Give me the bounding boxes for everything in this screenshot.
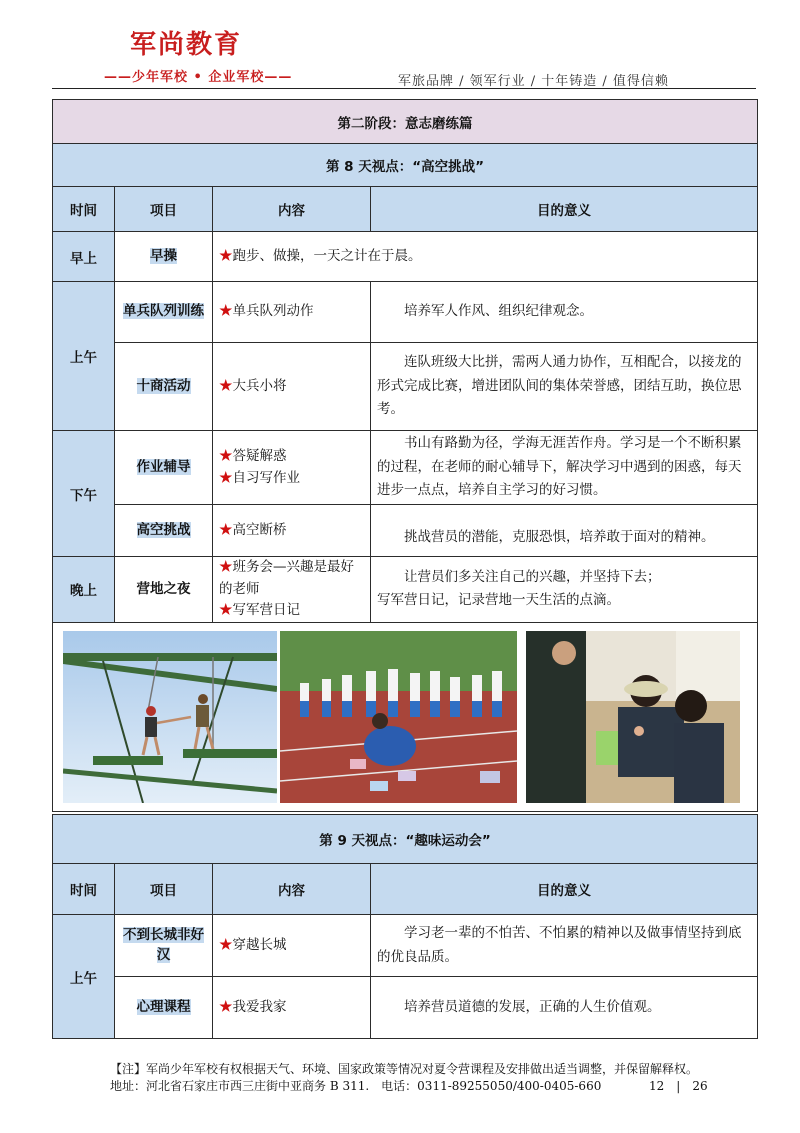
column-header-row <box>53 187 758 232</box>
table-row <box>53 431 758 505</box>
star-icon: ★ <box>219 469 233 486</box>
content-cell: ★班务会—兴趣是最好的老师 ★写军营日记 <box>213 557 371 623</box>
time-cell: 上午 <box>53 915 115 1039</box>
day8-title: 第 8 天视点：“高空挑战” <box>53 144 758 187</box>
table-row <box>53 343 758 431</box>
item-cell: 心理课程 <box>115 977 213 1039</box>
homework-tutoring-photo <box>526 631 740 803</box>
col-content: 内容 <box>213 187 371 232</box>
star-icon: ★ <box>219 998 233 1015</box>
content-cell: ★穿越长城 <box>213 915 371 977</box>
table-row <box>53 557 758 623</box>
table-row <box>53 282 758 343</box>
star-icon: ★ <box>219 377 233 394</box>
purpose-cell: 培养军人作风、组织纪律观念。 <box>371 282 758 343</box>
page-number: 12 | 26 <box>649 1079 708 1093</box>
sports-field-photo <box>280 631 517 803</box>
purpose-cell: 挑战营员的潜能，克服恐惧，培养敢于面对的精神。 <box>371 505 758 557</box>
brand-logo-text: 军尚教育 <box>130 30 243 60</box>
star-icon: ★ <box>219 303 233 320</box>
time-cell: 下午 <box>53 431 115 557</box>
footer-address: 地址：河北省石家庄市西三庄街中亚商务 B 311. 电话：0311-89255050/400-0405-660 <box>110 1079 602 1093</box>
item-cell: 早操 <box>115 232 213 282</box>
table-row <box>53 505 758 557</box>
stage-title: 第二阶段：意志磨练篇 <box>53 100 758 144</box>
photo-row <box>53 622 758 811</box>
item-cell: 营地之夜 <box>115 557 213 623</box>
content-cell: ★高空断桥 <box>213 505 371 557</box>
purpose-cell: 书山有路勤为径，学海无涯苦作舟。学习是一个不断积累的过程，在老师的耐心辅导下，解决学习中遇到的困惑，每天进步一点点，培养自主学习的好习惯。 <box>371 431 758 505</box>
day8-schedule-table <box>52 99 758 812</box>
time-cell: 早上 <box>53 232 115 282</box>
purpose-cell: 连队班级大比拼，需两人通力协作，互相配合，以接龙的形式完成比赛，增进团队间的集体荣誉感，团结互助，换位思考。 <box>371 343 758 431</box>
item-cell: 十商活动 <box>115 343 213 431</box>
content-cell: ★跑步、做操，一天之计在于晨。 <box>213 232 758 282</box>
table-row <box>53 977 758 1039</box>
col-purpose: 目的意义 <box>371 187 758 232</box>
col-item: 项目 <box>115 864 213 915</box>
item-cell: 不到长城非好汉 <box>115 915 213 977</box>
content-cell: ★单兵队列动作 <box>213 282 371 343</box>
star-icon: ★ <box>219 447 233 464</box>
table-row <box>53 915 758 977</box>
item-cell: 单兵队列训练 <box>115 282 213 343</box>
star-icon: ★ <box>219 559 233 575</box>
col-time: 时间 <box>53 864 115 915</box>
content-cell: ★大兵小将 <box>213 343 371 431</box>
col-item: 项目 <box>115 187 213 232</box>
table-row <box>53 232 758 282</box>
purpose-cell: 让营员们多关注自己的兴趣，并坚持下去； 写军营日记，记录营地一天生活的点滴。 <box>371 557 758 623</box>
time-cell: 晚上 <box>53 557 115 623</box>
time-cell: 上午 <box>53 282 115 431</box>
star-icon: ★ <box>219 602 233 619</box>
day9-title: 第 9 天视点：“趣味运动会” <box>53 815 758 864</box>
content-cell: ★我爱我家 <box>213 977 371 1039</box>
col-time: 时间 <box>53 187 115 232</box>
content-cell: ★答疑解惑 ★自习写作业 <box>213 431 371 505</box>
star-icon: ★ <box>219 521 233 538</box>
col-purpose: 目的意义 <box>371 864 758 915</box>
column-header-row <box>53 864 758 915</box>
brand-subtitle: ——少年军校 • 企业军校—— <box>104 70 293 85</box>
star-icon: ★ <box>219 936 233 953</box>
purpose-cell: 学习老一辈的不怕苦、不怕累的精神以及做事情坚持到底的优良品质。 <box>371 915 758 977</box>
footer-note: 【注】军尚少年军校有权根据天气、环境、国家政策等情况对夏令营课程及安排做出适当调整，并保留解释权。 <box>110 1062 699 1076</box>
item-cell: 高空挑战 <box>115 505 213 557</box>
header-divider <box>52 88 756 89</box>
high-bridge-photo <box>63 631 277 803</box>
purpose-cell: 培养营员道德的发展，正确的人生价值观。 <box>371 977 758 1039</box>
header-slogan: 军旅品牌 / 领军行业 / 十年铸造 / 值得信赖 <box>398 74 669 89</box>
col-content: 内容 <box>213 864 371 915</box>
day9-schedule-table <box>52 814 758 1039</box>
star-icon: ★ <box>219 247 233 264</box>
item-cell: 作业辅导 <box>115 431 213 505</box>
